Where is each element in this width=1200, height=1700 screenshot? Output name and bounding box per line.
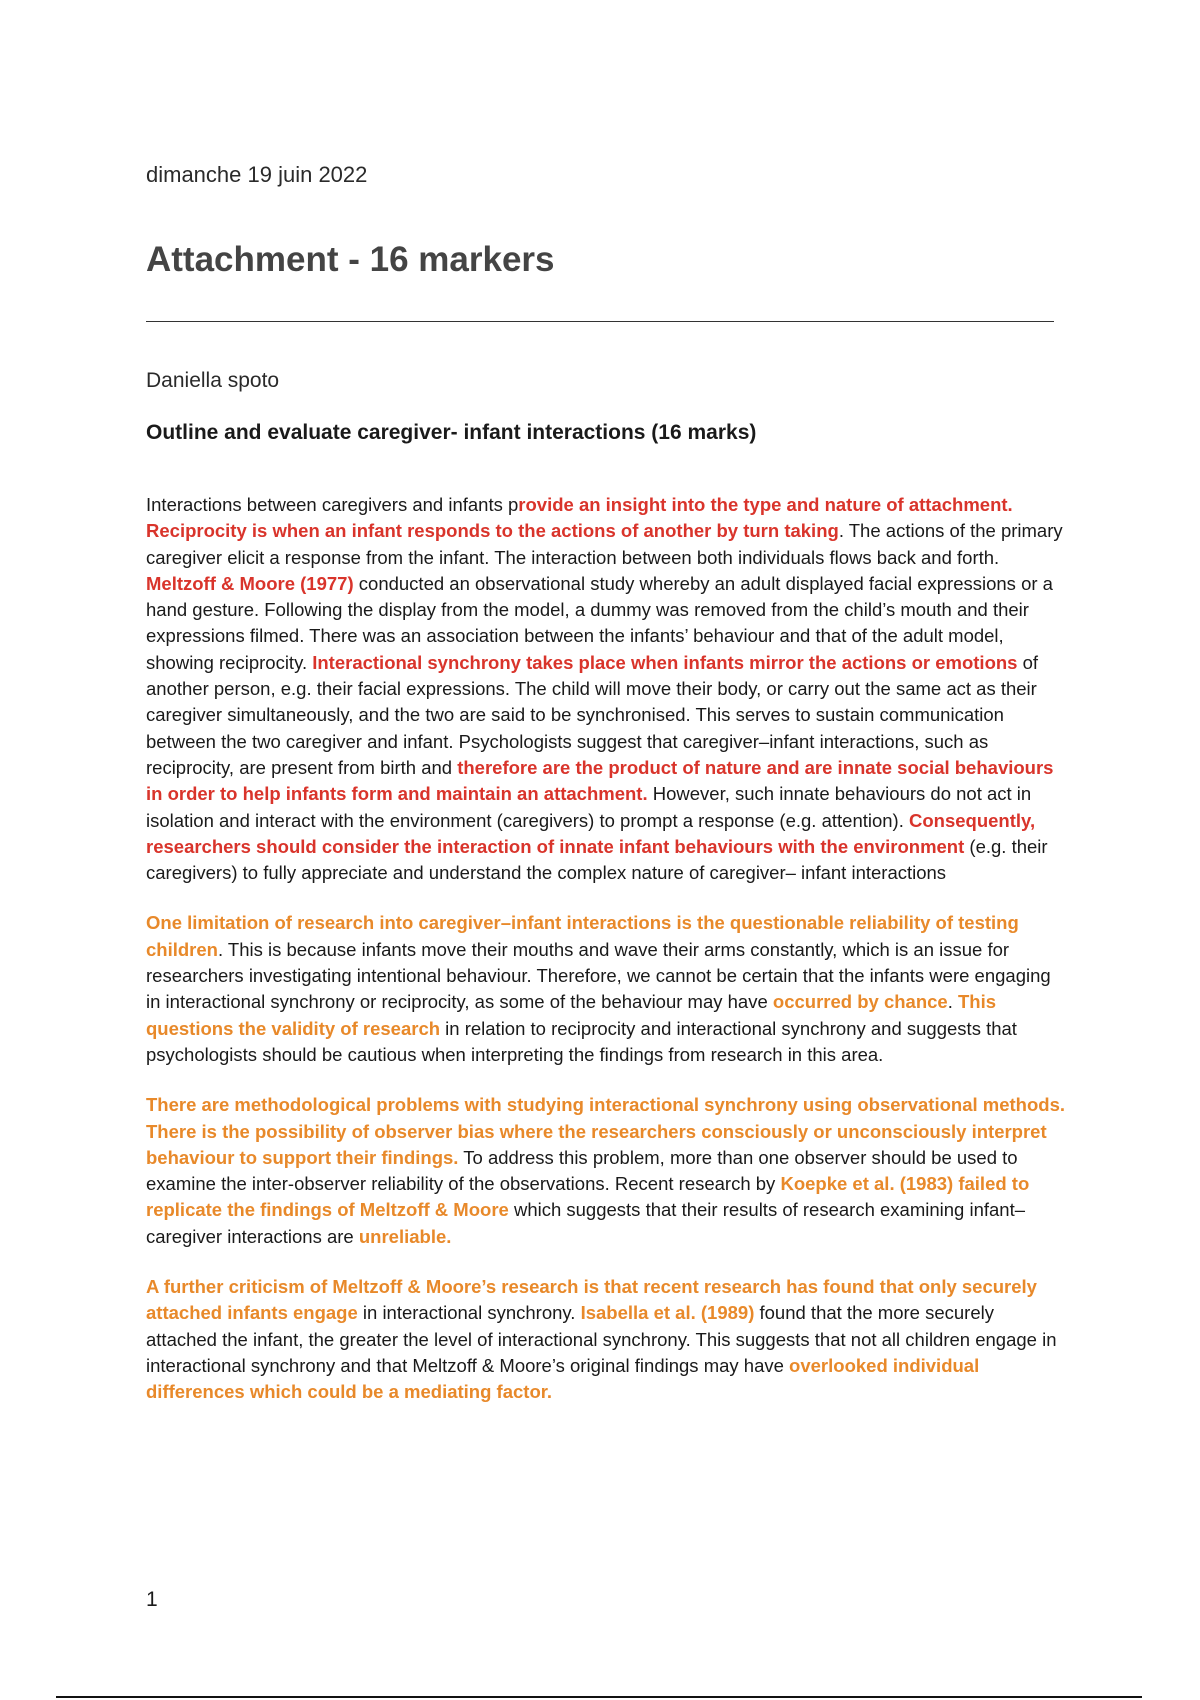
paragraph-methodology [146, 1092, 1066, 1250]
text-run: Isabella et al. (1989) [580, 1302, 755, 1324]
text-run: To address this problem, more than one observer should be used to examine the inter-observer reliability of the observations. Recent research by [146, 1146, 1018, 1195]
text-run: Interactions between caregivers and infants p [146, 494, 519, 515]
text-run: in interactional synchrony. [357, 1302, 581, 1324]
text-run: Koepke et al. (1983) failed to replicate the findings of Meltzoff & Moore [146, 1173, 1030, 1221]
text-run: in relation to reciprocity and interactional synchrony and suggests that psychologists should be cautious when interpreting the findings from research in this area. [146, 1017, 1017, 1065]
text-run: Meltzoff & Moore (1977) [146, 572, 354, 594]
date-header: dimanche 19 juin 2022 [146, 162, 368, 187]
text-run: . This is because infants move their mouths and wave their arms constantly, which is an issue for researchers investigating intentional behaviour. Therefore, we cannot be certain that the infants were engaging in interactional synchrony or reciprocity, as some of the behaviour may have [146, 938, 1051, 1013]
bottom-rule [56, 1696, 1142, 1698]
paragraph-introduction [146, 492, 1066, 886]
text-run: A further criticism of Meltzoff & Moore’s research is that recent research has found that only securely attached infants engage [146, 1276, 1037, 1324]
paragraph-limitation [146, 910, 1066, 1068]
essay-question: Outline and evaluate caregiver- infant interactions (16 marks) [146, 421, 757, 444]
text-run: of another person, e.g. their facial expressions. The child will move their body, or carry out the same act as their caregiver simultaneously, and the two are said to be synchronised. This serves to sustain communication between the two caregiver and infant. Psychologists suggest that caregiver–infant interactions, such as reciprocity, are present from birth and [146, 651, 1039, 778]
text-run: unreliable. [358, 1225, 452, 1247]
text-run: conducted an observational study whereby an adult displayed facial expressions or a hand gesture. Following the display from the model, a dummy was removed from the child’s mouth and their expressions filmed. There was an association between the infants’ behaviour and that of the adult model, showing reciprocity. [146, 572, 1053, 673]
text-run: Interactional synchrony takes place when infants mirror the actions or emotions [312, 651, 1018, 673]
page-title: Attachment - 16 markers [146, 240, 555, 279]
author-name: Daniella spoto [146, 369, 280, 392]
text-run: . The actions of the primary caregiver elicit a response from the infant. The interaction between both individuals flows back and forth. [146, 520, 1063, 568]
text-run: rovide an insight into the type and nature of attachment. Reciprocity is when an infant responds to the actions of another by turn taking [146, 494, 1013, 542]
text-run: There are methodological problems with studying interactional synchrony using observational methods. There is the possibility of observer bias where the researchers consciously or unconsciously interpret behaviour to support their findings. [146, 1094, 1065, 1168]
text-run: One limitation of research into caregiver–infant interactions is the questionable reliability of testing children [146, 912, 1019, 960]
text-run: found that the more securely attached the infant, the greater the level of interactional synchrony. This suggests that not all children engage in interactional synchrony and that Meltzoff & Moore’s original findings may have [146, 1302, 1057, 1376]
text-run: This questions the validity of research [146, 991, 997, 1039]
text-run: which suggests that their results of research examining infant–caregiver interactions are [146, 1199, 1026, 1247]
essay-body [146, 492, 1066, 1430]
text-run: occurred by chance [772, 991, 948, 1013]
paragraph-criticism [146, 1274, 1066, 1405]
text-run: therefore are the product of nature and are innate social behaviours in order to help infants form and maintain an attachment. [146, 756, 1054, 805]
text-run: overlooked individual differences which could be a mediating factor. [146, 1354, 980, 1403]
title-divider [146, 321, 1054, 322]
text-run: Consequently, researchers should consider the interaction of innate infant behaviours with the environment [146, 809, 1036, 857]
text-run: However, such innate behaviours do not act in isolation and interact with the environment (caregivers) to prompt a response (e.g. attention). [146, 783, 1032, 831]
text-run: (e.g. their caregivers) to fully appreciate and understand the complex nature of caregiver– infant interactions [146, 835, 1048, 884]
text-run: . [947, 991, 958, 1013]
page-number: 1 [146, 1588, 158, 1611]
